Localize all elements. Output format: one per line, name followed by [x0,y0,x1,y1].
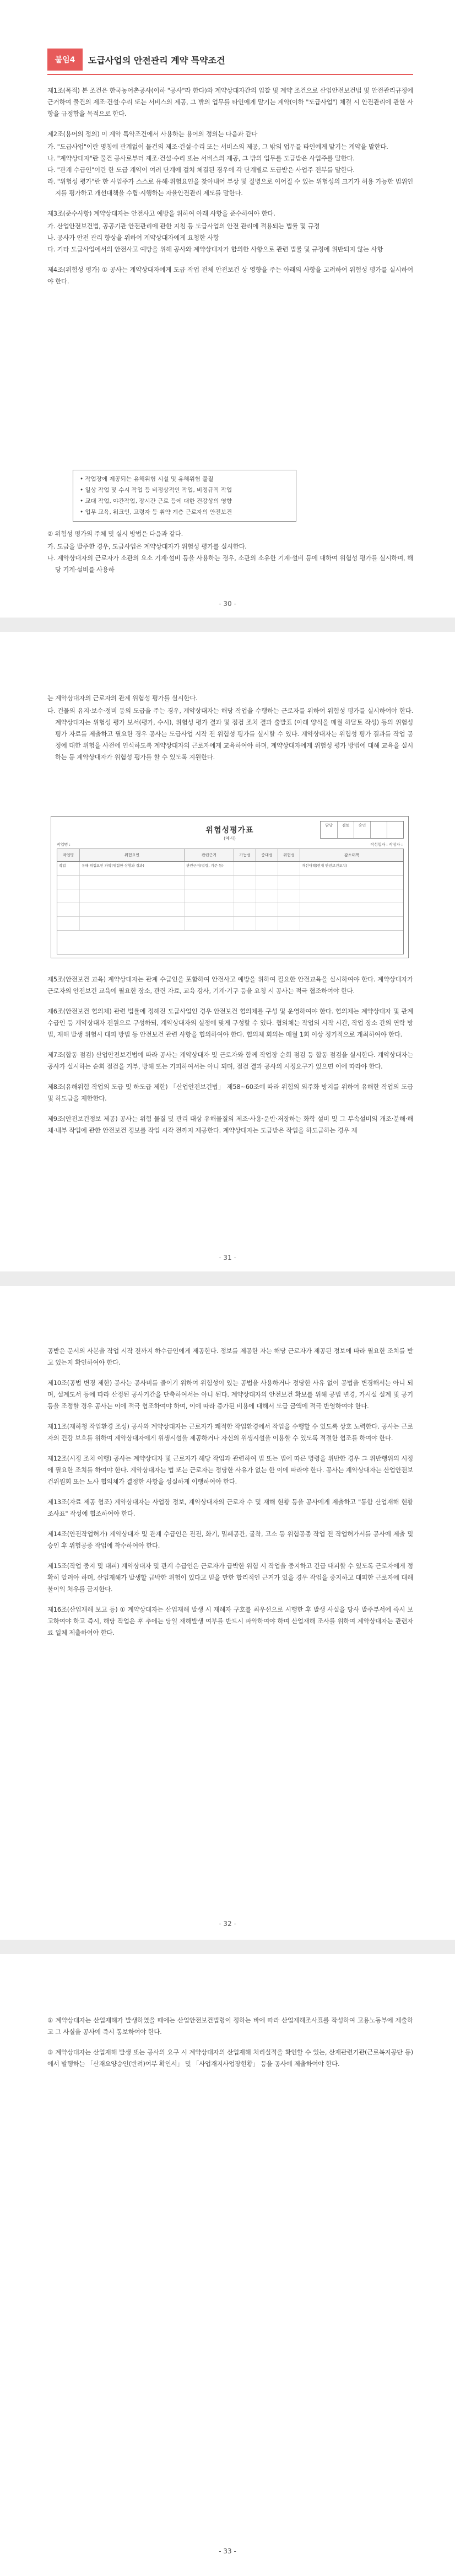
article-16-3: ③ 계약상대자는 산업재해 발생 또는 공사의 요구 시 계약상대자의 산업재해 처리실적을 확인할 수 있는, 산재관련기관(근로복지공단 등)에서 발행하는 「산재요양승인(반려)여부 확인서」 및 「사업재지사업장현황」 등을 공사에 제출하여야 한다. [47,2048,413,2068]
article-10: 제10조(공법 변경 제한) 공사는 공사비를 줄이기 위하여 위험성이 있는 공법을 사용하거나 정당한 사유 없이 공법을 변경해서는 아니 되며, 설계도서 등에 따라 산정된 공사기간을 단축하여서는 아니 된다. 계약상대자의 안전보건 확보를 위해 공법 변경, 가시설 설계 및 공기 등을 조정할 경우 공사는 이에 적극 협조하여야 하며, 이에 따라 증가된 비용에 대해서 도급 금액에 적극 반영하여야 한다. [47,1379,413,1410]
page2-body-top [47,693,413,763]
form-table-row [57,903,403,917]
page2-body-bottom [47,974,413,1145]
form-table-cell [256,889,278,903]
form-table-cell [256,876,278,889]
page4-body [47,2015,413,2079]
column-header: 위험성 [278,849,300,861]
title-underline [47,74,413,75]
definitions-list [47,141,413,199]
article-8: 제8조(유해위험 작업의 도급 및 하도급 제한) 「산업안전보건법」 제58~60조에 따라 위험의 외주화 방지를 위하여 유해한 작업의 도급 및 하도급을 제한한다. [47,1083,413,1102]
form-table-cell: 관련근거(법령, 기준 등) [184,862,234,875]
form-table-cell: 유해·위험요인 파악(위험한 상황과 결과) [79,862,184,875]
article-9-continued: 공받은 문서의 사본을 작업 시작 전까지 하수급인에게 제공한다. 정보를 제공한 자는 해당 근로자가 제공된 정보에 따라 필요한 조치를 받고 있는지 확인하여야 한다. [47,1347,413,1366]
form-table-row [57,889,403,903]
form-info-right: 작성일자 : 작성자 : [370,842,403,847]
column-header: 관련근거 [184,849,234,861]
column-header: 작업명 [62,853,74,857]
page-separator [0,1940,455,1954]
form-table-cell: 작업 [59,863,66,868]
form-table-cell [278,876,300,889]
page-2 [0,632,455,1271]
form-table-cell: 개선대책(현재 안전보건조치) [300,862,403,875]
article-1: 제1조(목적) 본 조건은 한국농어촌공사(이하 "공사"라 한다)와 계약상대자간의 입찰 및 계약 조건으로 산업안전보건법 및 안전관리규정에 근거하여 물건의 제조·건설·수리 또는 서비스의 제공, 그 밖의 업무를 타인에게 맡기는 계약(이하 "도급사업") 체결 시 안전관리에 관한 사항을 규정함을 목적으로 한다. [47,87,413,117]
column-header: 가능성 [234,849,256,861]
risk-assessment-form [51,816,409,958]
form-title: 위험성평가표 [205,826,254,835]
column-header: 감소대책 [300,849,403,861]
article-4: 제4조(위험성 평가) ① 공사는 계약상대자에게 도급 작업 전체 안전보건 상 영향을 주는 아래의 사항을 고려하여 위험성 평가를 실시하여야 한다. [47,266,413,285]
form-table-cell [234,862,256,875]
form-table-cell [234,917,256,930]
risk-factor-item: • 업무 교육, 워크인, 고령자 등 취약 계층 근로자의 안전보건 [80,509,232,516]
form-table-cell [57,889,79,903]
column-header: 위험요인 [79,849,184,861]
form-table-cell [184,903,234,916]
article-16: 제16조(산업재해 보고 등) ① 계약상대자는 산업재해 발생 시 재해자 구호를 최우선으로 시행한 후 발생 사실을 당사 발주부서에 즉시 보고하여야 하고 즉시, 해당 작업은 후 추에는 당일 재해발생 여부를 반드시 파악하여야 하며 산업재해 조사를 위하여 계약상대자는 관련자료 일체 제출하여야 한다. [47,1606,413,1636]
article-4-continued: 는 계약상대자의 근로자의 관계 위험성 평가를 실시한다. [47,694,198,702]
page-number: - 31 - [219,1254,236,1262]
article-4-item: 나. 계약상대자의 근로자가 소관의 요소 기계·설비 등을 사용하는 경우, 소관의 소유한 기계·설비 등에 대하여 위험성 평가를 실시하며, 해당 기계·설비를 사용하 [47,554,413,573]
article-3-item: 나. 공사가 안전 관리 향상을 위하여 계약상대자에게 요청한 사항 [47,234,219,242]
article-11: 제11조(재하청 작업환경 조성) 공사와 계약상대자는 근로자가 쾌적한 작업환경에서 작업을 수행할 수 있도록 상호 노력한다. 공사는 근로자의 건강 보호를 위하여 계약상대자에게 위생시설을 제공하거나 자신의 위생시설을 이용할 수 있도록 적절한 협조를 하여야 한다. [47,1423,413,1442]
form-table-cell [278,917,300,930]
form-table-cell [57,876,79,889]
form-info-row [57,842,403,847]
article-3: 제3조(준수사항) 계약상대자는 안전사고 예방을 위하여 아래 사항을 준수하여야 한다. [47,210,275,217]
form-table-row [57,862,403,876]
form-table-row [57,876,403,889]
article-14: 제14조(안전작업허가) 계약상대자 및 관계 수급인은 전전, 화기, 밀폐공간, 굴착, 고소 등 위험공종 작업 전 작업허가서를 공사에 제출 및 승인 후 위험공종 작업에 착수하여야 한다. [47,1530,413,1549]
article-3-item: 가. 산업안전보건법, 공공기관 안전관리에 관한 지침 등 도급사업의 안전 관리에 적용되는 법률 및 규정 [47,222,320,230]
article-15: 제15조(작업 중지 및 대피) 계약상대자 및 관계 수급인은 근로자가 급박한 위험 시 작업을 중지하고 긴급 대피할 수 있도록 근로자에게 정확히 알려야 하며, 산업재해가 발생할 급박한 위험이 있다고 믿을 만한 합리적인 근거가 있을 경우 작업을 중지하고 대피한 근로자에 대해 불이익 처우를 금지한다. [47,1562,413,1593]
page-4 [0,1954,455,2576]
form-table-cell [184,917,234,930]
article-6: 제6조(안전보건 협의체) 관련 법률에 정해진 도급사업인 경우 안전보건 협의체를 구성 및 운영하여야 한다. 협의체는 계약상대자 및 관계 수급인 등 계약상대자 전원으로 구성하되, 계약상대자의 실정에 맞게 구성할 수 있다. 협의체는 작업의 시작 시간, 작업 장소 간의 연락 방법, 재해 발생 위험시 대피 방법 등 안전보건 관련 사항을 협의하여야 한다. 협의체 회의는 매월 1회 이상 정기적으로 개최하여야 한다. [47,1007,413,1038]
column-header: 중대성 [256,849,278,861]
risk-factor-box [73,470,296,522]
form-table-cell [79,889,184,903]
definition-item: 라. "위험성 평가"란 한 사업주가 스스로 유해·위험요인을 찾아내어 부상 및 질병으로 이어질 수 있는 위험성의 크기가 허용 가능한 범위인지를 평가하고 개선대책을 수립·시행하는 자율안전관리 제도를 말한다. [47,178,413,197]
form-table-cell [278,862,300,875]
form-table-cell [184,876,234,889]
article-3-items [47,221,413,255]
definition-item: 가. "도급사업"이란 명칭에 관계없이 물건의 제조·건설·수리 또는 서비스의 제공, 그 밖의 업무를 타인에게 맡기는 계약을 말한다. [47,143,388,151]
form-table-cell [79,903,184,916]
article-5: 제5조(안전보건 교육) 계약상대자는 관계 수급인을 포함하여 안전사고 예방을 위하여 필요한 안전교육을 실시하여야 한다. 계약상대자가 근로자의 안전보건 교육에 필요한 장소, 관련 자료, 교육 강사, 기계·기구 등을 요청 시 공사는 적극 협조하여야 한다. [47,975,413,995]
form-table-cell [57,903,79,916]
article-16-2: ② 계약상대자는 산업재해가 발생하였을 때에는 산업안전보건법령이 정하는 바에 따라 산업재해조사표를 작성하여 고용노동부에 제출하고 그 사실을 공사에 즉시 통보하여야 한다. [47,2016,413,2036]
form-table-cell [79,876,184,889]
document-title: 도급사업의 안전관리 계약 특약조건 [88,55,225,66]
article-4-item: 가. 도급을 발주한 경우, 도급사업은 계약상대자가 위험성 평가를 실시한다. [47,543,247,550]
form-table-cell [184,889,234,903]
form-subtitle: (예시) [224,836,236,841]
form-table-cell [234,903,256,916]
form-table-row [57,917,403,931]
form-table-cell [256,917,278,930]
form-table-cell [57,917,79,930]
article-3-item: 다. 기타 도급사업에서의 안전사고 예방을 위해 공사와 계약상대자가 합의한 사항으로 관련 법률 및 규정에 위반되지 않는 사항 [47,245,383,253]
risk-factor-item: • 일상 작업 및 수시 작업 등 비정상적인 작업, 비정규직 작업 [80,487,232,493]
article-4-2: ② 위험성 평가의 주체 및 실시 방법은 다음과 같다. [47,530,183,538]
article-7: 제7조(합동 점검) 산업안전보건법에 따라 공사는 계약상대자 및 근로자와 함께 작업장 순회 점검 등 합동 점검을 실시한다. 계약상대자는 공사가 실시하는 순회 점검을 거부, 방해 또는 기피하여서는 아니 되며, 점검 결과 공사의 시정요구가 있으면 이에 따라야 한다. [47,1051,413,1070]
article-12: 제12조(시정 조치 이행) 공사는 계약상대자 및 근로자가 해당 작업과 관련하여 법 또는 법에 따른 명령을 위반한 경우 그 위반행위의 시정에 필요한 조치를 하여야 한다. 계약상대자는 법 또는 근로자는 정당한 사유가 없는 한 이에 따라야 한다. 공사는 계약상대자는 산업안전보건위원회 또는 노사 협의체가 결정한 사항을 성실하게 이행하여야 한다. [47,1455,413,1485]
page1-body [47,85,413,296]
article-4-item: 다. 건물의 유지·보수·정비 등의 도급을 주는 경우, 계약상대자는 해당 작업을 수행하는 근로자를 위하여 위험성 평가를 실시하여야 한다. 계약상대자는 위험성 평가 보서(평가, 수시), 위험성 평가 결과 및 점검 조치 결과 출발표 (아래 양식을 매월 하달토 작성) 등의 위험성 평가 자료를 제출하고 필요한 경우 공사는 도급사업 시작 전 위험성 평가를 실시할 수 있다. 계약상대자는 위험성 평가 결과를 작업 공정에 대한 위험을 사전에 인식하도록 계약상대자의 근로자에게 교육하여야 하며, 계약상대자에게 위험성 평가 방법에 대해 교육을 실시하는 등 계약상대자가 위험성 평가를 할 수 있도록 지원한다. [47,707,413,761]
article-2: 제2조(용어의 정의) 이 계약 특약조건에서 사용하는 용어의 정의는 다음과 같다 [47,130,258,138]
appendix-badge: 붙임4 [47,49,83,71]
form-table-cell [79,917,184,930]
page1-body-bottom [47,528,413,576]
risk-factor-item: • 교대 작업, 야간작업, 장시간 근로 등에 대한 건강상의 영향 [80,498,232,505]
approval-cell: 검토 [337,822,354,838]
approval-cell: 담당 [325,823,333,828]
form-table-cell [278,903,300,916]
form-table-cell [300,876,403,889]
page-separator [0,1271,455,1286]
form-table-cell [256,903,278,916]
page-separator [0,618,455,632]
page-number: - 33 - [219,2547,236,2555]
form-table-body [57,862,403,931]
form-table-cell [234,889,256,903]
definition-item: 나. "계약상대자"란 물건 공사로부터 제조·건설·수리 또는 서비스의 제공, 그 밖의 업무를 도급받은 사업주를 말한다. [47,154,355,162]
form-table-cell [300,917,403,930]
page-1 [0,0,455,618]
form-table-header [57,849,403,862]
approval-cell: 승인 [354,822,370,838]
definition-item: 다. "관계 수급인"이란 한 도급 계약이 여러 단계에 걸쳐 체결된 경우에 각 단계별로 도급받은 사업주 전부를 말한다. [47,166,355,174]
page-number: - 30 - [219,600,236,608]
page-number: - 32 - [219,1920,236,1928]
page3-body [47,1345,413,1647]
form-table-cell [256,862,278,875]
article-9: 제9조(안전보건정보 제공) 공사는 위험 물질 및 관리 대상 유해물질의 제조·사용·운반·저장하는 화학 설비 및 그 부속설비의 개조·분해·해체·내부 작업에 관한 안전보건 정보를 작업 시작 전까지 제공한다. 계약상대자는 도급받은 작업을 하도급하는 경우 제 [47,1115,413,1134]
form-table [57,849,404,954]
form-table-cell [234,876,256,889]
form-info-left: 작업명 : [57,842,71,847]
article-13: 제13조(자료 제공 협조) 계약상대자는 사업장 정보, 계약상대자의 근로자 수 및 재해 현황 등을 공사에게 제출하고 "통합 산업재해 현황 조사표" 작성에 협조하여야 한다. [47,1498,413,1517]
form-table-cell [300,903,403,916]
form-table-cell [300,889,403,903]
form-table-cell [278,889,300,903]
risk-factor-item: • 작업장에 제공되는 유해위험 시설 및 유해위험 물질 [80,476,214,482]
page-3 [0,1286,455,1940]
